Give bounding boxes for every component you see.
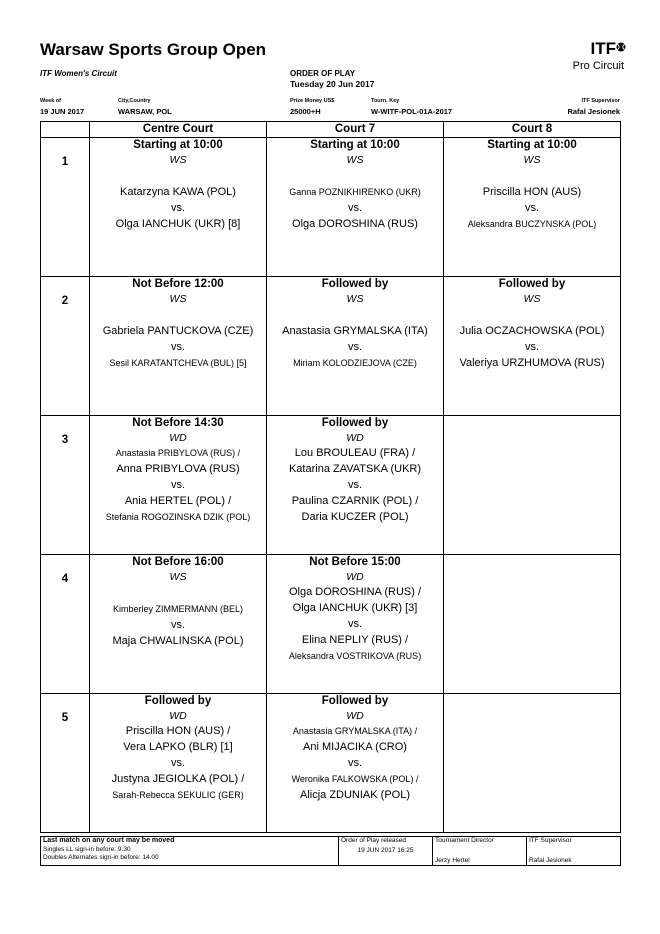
match-time: Followed by (144, 695, 212, 707)
match-time: Not Before 12:00 (132, 278, 224, 290)
player: Katarzyna KAWA (POL) (120, 186, 236, 198)
versus: vs. (524, 202, 540, 214)
order-of-play-table (40, 121, 621, 833)
city-value: WARSAW, POL (118, 107, 172, 116)
match-cell (267, 138, 444, 277)
versus: vs. (347, 618, 363, 630)
event-code: WS (523, 293, 541, 305)
player: Stefania ROGOZINSKA DZIK (POL) (105, 512, 251, 522)
player: Olga IANCHUK (UKR) [3] (292, 602, 418, 614)
court-header-row (41, 122, 621, 138)
play-date: Tuesday 20 Jun 2017 (290, 79, 375, 89)
player: Ganna POZNIKHIRENKO (UKR) (289, 187, 421, 197)
versus: vs. (347, 341, 363, 353)
prize-value: 25000+H (290, 107, 321, 116)
player: Anastasia PRIBYLOVA (RUS) / (115, 448, 241, 458)
match-cell (267, 416, 444, 555)
event-code: WD (169, 432, 187, 444)
court-header: Centre Court (90, 122, 267, 138)
court-header: Court 7 (267, 122, 444, 138)
match-row (41, 555, 621, 694)
player: Olga DOROSHINA (RUS) (292, 218, 418, 230)
footer-table (40, 836, 621, 866)
row-number: 2 (41, 277, 90, 416)
player: Miriam KOLODZIEJOVA (CZE) (293, 358, 417, 368)
event-code: WD (346, 571, 364, 583)
match-time: Followed by (498, 278, 566, 290)
match-cell (90, 277, 267, 416)
match-row (41, 694, 621, 833)
supervisor-cell (527, 837, 621, 866)
row-number: 1 (41, 138, 90, 277)
empty-match-cell (444, 694, 621, 833)
versus: vs. (170, 619, 186, 631)
order-of-play-heading: ORDER OF PLAY (290, 69, 356, 78)
supervisor-value: Rafal Jesionek (567, 107, 620, 116)
row-number: 3 (41, 416, 90, 555)
match-cell (90, 416, 267, 555)
player: Elina NEPLIY (RUS) / (301, 634, 409, 646)
player: Anastasia GRYMALSKA (ITA) (282, 325, 428, 337)
director-cell (433, 837, 527, 866)
row-number: 4 (41, 555, 90, 694)
player: Priscilla HON (AUS) / (125, 725, 231, 737)
match-cell (90, 138, 267, 277)
tennis-ball-icon (616, 42, 626, 52)
match-time: Followed by (321, 417, 389, 429)
versus: vs. (347, 479, 363, 491)
singles-ll-note: Singles LL sign-in before: 9.30 (43, 845, 131, 853)
player: Olga DOROSHINA (RUS) / (288, 586, 422, 598)
player: Valeriya URZHUMOVA (RUS) (459, 357, 605, 369)
match-cell (267, 277, 444, 416)
event-code: WS (346, 293, 364, 305)
court-header: Court 8 (444, 122, 621, 138)
tournament-title: Warsaw Sports Group Open (40, 40, 267, 59)
prize-label: Prize Money US$ (290, 98, 335, 104)
player: Aleksandra VOSTRIKOVA (RUS) (288, 651, 422, 661)
week-of-value: 19 JUN 2017 (40, 107, 85, 116)
match-time: Not Before 15:00 (309, 556, 401, 568)
director-value: Jerzy Hertel (435, 856, 470, 864)
player: Sarah-Rebecca SEKULIC (GER) (112, 790, 244, 800)
match-time: Not Before 16:00 (132, 556, 224, 568)
player: Daria KUCZER (POL) (301, 511, 409, 523)
empty-match-cell (444, 416, 621, 555)
event-code: WS (523, 154, 541, 166)
versus: vs. (170, 479, 186, 491)
player: Vera LAPKO (BLR) [1] (123, 741, 233, 753)
match-time: Followed by (321, 278, 389, 290)
match-row (41, 277, 621, 416)
event-code: WS (169, 154, 187, 166)
player: Anastasia GRYMALSKA (ITA) / (292, 726, 418, 736)
event-code: WD (169, 710, 187, 722)
versus: vs. (170, 757, 186, 769)
director-label: Tournament Director (435, 837, 494, 844)
empty-match-cell (444, 555, 621, 694)
player: Sesil KARATANTCHEVA (BUL) [5] (109, 358, 247, 368)
player: Kimberley ZIMMERMANN (BEL) (112, 604, 243, 614)
match-cell (267, 555, 444, 694)
player: Katarina ZAVATSKA (UKR) (288, 463, 422, 475)
footer-notes (41, 837, 339, 866)
versus: vs. (170, 202, 186, 214)
player: Gabriela PANTUCKOVA (CZE) (102, 325, 254, 337)
player: Ania HERTEL (POL) / (124, 495, 232, 507)
row-number: 5 (41, 694, 90, 833)
player: Julia OCZACHOWSKA (POL) (459, 325, 605, 337)
corner-cell (41, 122, 90, 138)
player: Anna PRIBYLOVA (RUS) (116, 463, 240, 475)
city-label: City,Country (118, 98, 151, 104)
event-code: WS (169, 293, 187, 305)
released-value: 19 JUN 2017 16:25 (357, 846, 414, 854)
match-time: Starting at 10:00 (133, 139, 223, 151)
itf-logo (556, 40, 626, 80)
versus: vs. (524, 341, 540, 353)
event-code: WS (169, 571, 187, 583)
match-time: Starting at 10:00 (487, 139, 577, 151)
match-row (41, 138, 621, 277)
player: Maja CHWALINSKA (POL) (112, 635, 244, 647)
player: Justyna JEGIOLKA (POL) / (111, 773, 245, 785)
player: Aleksandra BUCZYNSKA (POL) (467, 219, 597, 229)
player: Paulina CZARNIK (POL) / (291, 495, 419, 507)
event-code: WD (346, 710, 364, 722)
match-cell (90, 694, 267, 833)
player: Olga IANCHUK (UKR) [8] (115, 218, 241, 230)
last-match-note: Last match on any court may be moved (43, 837, 175, 844)
tourn-key-value: W-WITF-POL-01A-2017 (371, 107, 453, 116)
circuit-subtitle: ITF Women's Circuit (40, 69, 117, 78)
match-time: Not Before 14:30 (132, 417, 224, 429)
supervisor-label: ITF Supervisor (581, 98, 620, 104)
player: Weronika FALKOWSKA (POL) / (291, 774, 419, 784)
doubles-alt-note: Doubles Alternates sign-in before: 14.00 (43, 854, 159, 861)
footer-supervisor-label: ITF Supervisor (529, 837, 572, 844)
player: Ani MIJACIKA (CRO) (303, 741, 407, 753)
match-time: Followed by (321, 695, 389, 707)
logo-text: ITF (590, 39, 616, 58)
logo-subtext: Pro Circuit (572, 60, 624, 72)
event-code: WS (346, 154, 364, 166)
versus: vs. (347, 757, 363, 769)
player: Alicja ZDUNIAK (POL) (299, 789, 411, 801)
footer-supervisor-value: Rafal Jesionek (529, 856, 572, 864)
released-label: Order of Play released (341, 837, 407, 844)
match-cell (267, 694, 444, 833)
week-of-label: Week of (40, 98, 61, 104)
player: Priscilla HON (AUS) (482, 186, 582, 198)
match-row (41, 416, 621, 555)
released-cell (339, 837, 433, 866)
match-cell (444, 138, 621, 277)
player: Lou BROULEAU (FRA) / (294, 447, 416, 459)
versus: vs. (347, 202, 363, 214)
match-time: Starting at 10:00 (310, 139, 400, 151)
tourn-key-label: Tourn. Key (371, 98, 400, 104)
event-code: WD (346, 432, 364, 444)
match-cell (90, 555, 267, 694)
match-cell (444, 277, 621, 416)
versus: vs. (170, 341, 186, 353)
